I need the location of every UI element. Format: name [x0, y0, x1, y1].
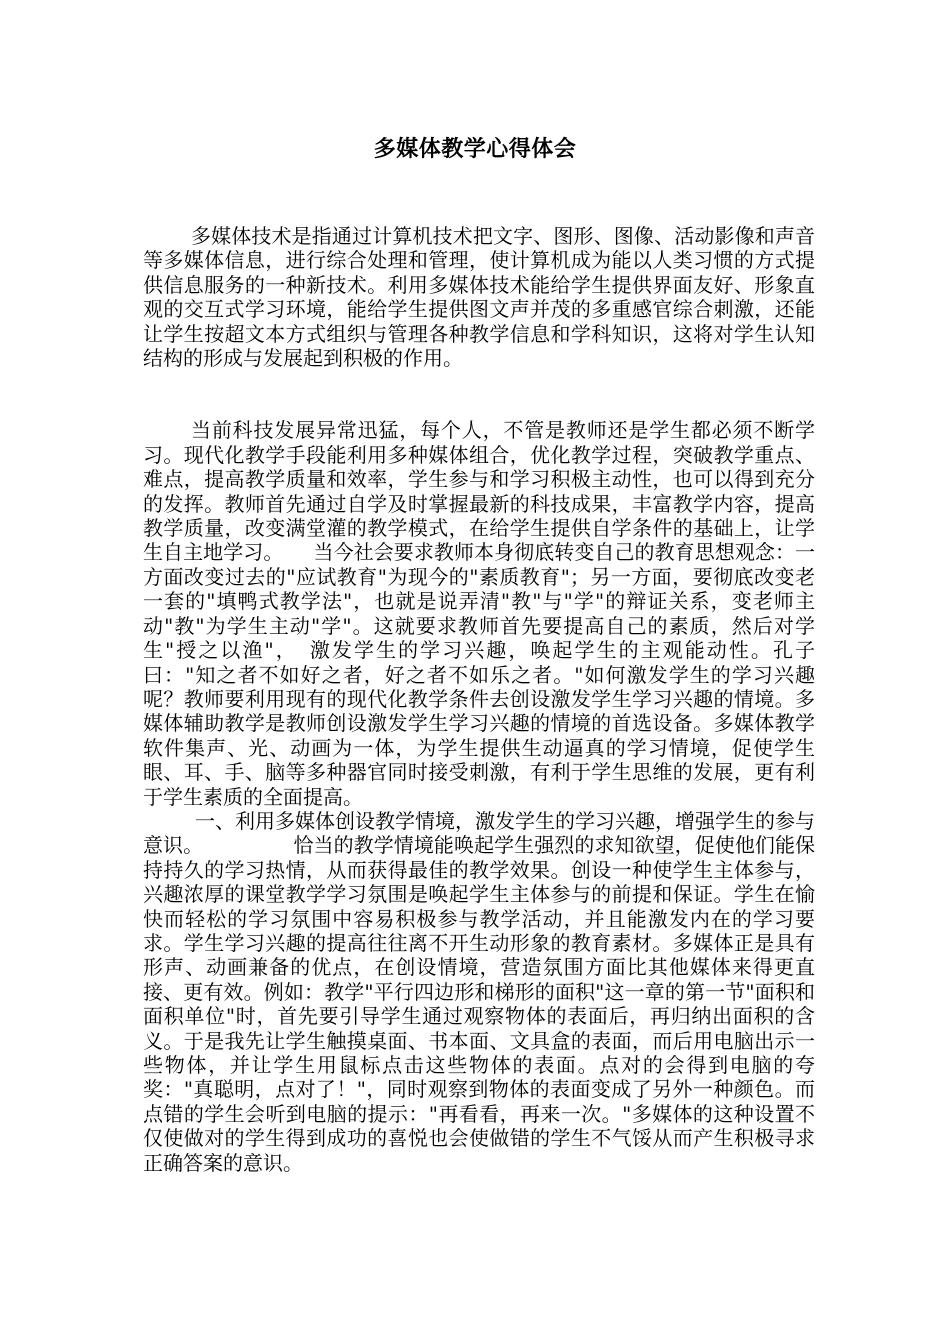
paragraph-intro: 多媒体技术是指通过计算机技术把文字、图形、图像、活动影像和声音等多媒体信息，进行综合处理和管理，使计算机成为能以人类习惯的方式提供信息服务的一种新技术。利用多媒体技术能给学生提供界面友好、形象直观的交互式学习环境，能给学生提供图文声并茂的多重感官综合刺激，还能让学生按超文本方式组织与管理各种教学信息和学科知识，这将对学生认知结构的形成与发展起到积极的作用。 [143, 224, 815, 371]
document-body [143, 224, 815, 1175]
paragraph-current-tech: 当前科技发展异常迅猛，每个人，不管是教师还是学生都必须不断学习。现代化教学手段能利用多种媒体组合，优化教学过程，突破教学重点、难点，提高教学质量和效率，学生参与和学习积极主动性，也可以得到充分的发挥。教师首先通过自学及时掌握最新的科技成果，丰富教学内容，提高教学质量，改变满堂灌的教学模式，在给学生提供自学条件的基础上，让学生自主地学习。 当今社会要求教师本身彻底转变自己的教育思想观念：一方面改变过去的"应试教育"为现今的"素质教育"；另一方面，要彻底改变老一套的"填鸭式教学法"，也就是说弄清"教"与"学"的辩证关系，变老师主动"教"为学生主动"学"。这就要求教师首先要提高自己的素质，然后对学生"授之以渔"， 激发学生的学习兴趣，唤起学生的主观能动性。孔子曰："知之者不如好之者，好之者不如乐之者。"如何激发学生的学习兴趣呢？教师要利用现有的现代化教学条件去创设激发学生学习兴趣的情境。多媒体辅助教学是教师创设激发学生学习兴趣的情境的首选设备。多媒体教学软件集声、光、动画为一体，为学生提供生动逼真的学习情境，促使学生眼、耳、手、脑等多种器官同时接受刺激，有利于学生思维的发展，更有利于学生素质的全面提高。 [143, 418, 815, 809]
paragraph-section-one: 一、利用多媒体创设教学情境，激发学生的学习兴趣，增强学生的参与意识。 恰当的教学情境能唤起学生强烈的求知欲望，促使他们能保持持久的学习热情，从而获得最佳的教学效果。创设一种使学生主体参与，兴趣浓厚的课堂教学学习氛围是唤起学生主体参与的前提和保证。学生在愉快而轻松的学习氛围中容易积极参与教学活动，并且能激发内在的学习要求。学生学习兴趣的提高往往离不开生动形象的教育素材。多媒体正是具有形声、动画兼备的优点，在创设情境，营造氛围方面比其他媒体来得更直接、更有效。例如：教学"平行四边形和梯形的面积"这一章的第一节"面积和面积单位"时，首先要引导学生通过观察物体的表面后，再归纳出面积的含义。于是我先让学生触摸桌面、书本面、文具盒的表面，而后用电脑出示一些物体，并让学生用鼠标点击这些物体的表面。点对的会得到电脑的夸奖："真聪明，点对了！"，同时观察到物体的表面变成了另外一种颜色。而点错的学生会听到电脑的提示："再看看，再来一次。"多媒体的这种设置不仅使做对的学生得到成功的喜悦也会使做错的学生不气馁从而产生积极寻求正确答案的意识。 [143, 808, 815, 1175]
document-title: 多媒体教学心得体会 [373, 136, 577, 162]
